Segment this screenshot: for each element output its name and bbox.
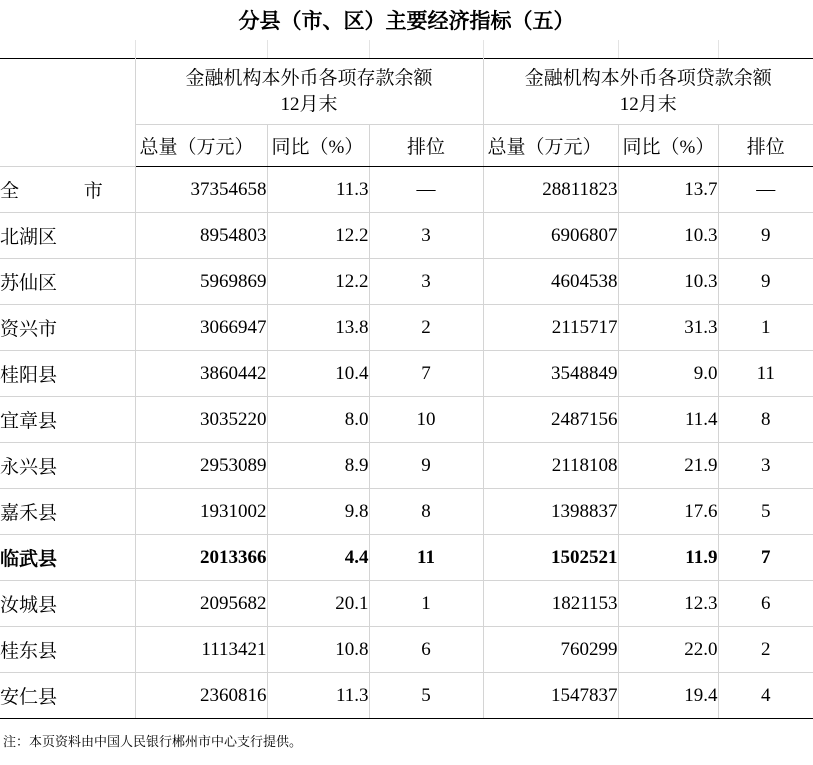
loan-group-label: 金融机构本外币各项贷款余额 xyxy=(524,67,772,89)
deposit-rank-cell: 3 xyxy=(369,259,483,305)
deposit-yoy-cell: 10.8 xyxy=(267,627,369,673)
deposit-total-header: 总量（万元） xyxy=(135,125,267,167)
loan-total-cell: 1398837 xyxy=(483,489,618,535)
deposit-rank-cell: 2 xyxy=(369,305,483,351)
loan-yoy-cell: 12.3 xyxy=(618,581,718,627)
deposit-yoy-cell: 12.2 xyxy=(267,213,369,259)
loan-yoy-cell: 17.6 xyxy=(618,489,718,535)
loan-rank-cell: 6 xyxy=(718,581,813,627)
district-name: 安仁县 xyxy=(0,673,135,719)
deposit-yoy-cell: 9.8 xyxy=(267,489,369,535)
table-row xyxy=(0,535,813,581)
loan-period-label: 12月末 xyxy=(619,93,677,115)
deposit-yoy-cell: 11.3 xyxy=(267,673,369,719)
economic-indicator-table xyxy=(0,58,813,719)
deposit-total-cell: 1931002 xyxy=(135,489,267,535)
table-row xyxy=(0,581,813,627)
deposit-total-cell: 2953089 xyxy=(135,443,267,489)
loan-rank-cell: 2 xyxy=(718,627,813,673)
deposit-rank-cell: 3 xyxy=(369,213,483,259)
deposit-yoy-cell: 13.8 xyxy=(267,305,369,351)
loan-yoy-cell: 11.4 xyxy=(618,397,718,443)
loan-total-cell: 4604538 xyxy=(483,259,618,305)
table-row xyxy=(0,397,813,443)
loan-group-header xyxy=(483,59,813,125)
table-row xyxy=(0,351,813,397)
loan-rank-cell: 4 xyxy=(718,673,813,719)
loan-yoy-cell: 22.0 xyxy=(618,627,718,673)
loan-total-cell: 3548849 xyxy=(483,351,618,397)
loan-rank-cell: 11 xyxy=(718,351,813,397)
loan-rank-header: 排位 xyxy=(718,125,813,167)
deposit-yoy-cell: 8.0 xyxy=(267,397,369,443)
loan-yoy-cell: 21.9 xyxy=(618,443,718,489)
deposit-yoy-cell: 11.3 xyxy=(267,167,369,213)
district-name: 宜章县 xyxy=(0,397,135,443)
table-row xyxy=(0,305,813,351)
deposit-yoy-header: 同比（%） xyxy=(267,125,369,167)
deposit-total-cell: 2360816 xyxy=(135,673,267,719)
district-name: 汝城县 xyxy=(0,581,135,627)
deposit-rank-cell: 1 xyxy=(369,581,483,627)
district-name: 嘉禾县 xyxy=(0,489,135,535)
page-title: 分县（市、区）主要经济指标（五） xyxy=(238,9,575,33)
deposit-rank-cell: 6 xyxy=(369,627,483,673)
deposit-total-cell: 3860442 xyxy=(135,351,267,397)
deposit-total-cell: 3066947 xyxy=(135,305,267,351)
deposit-yoy-cell: 12.2 xyxy=(267,259,369,305)
district-name: 苏仙区 xyxy=(0,259,135,305)
deposit-yoy-cell: 4.4 xyxy=(267,535,369,581)
loan-rank-cell: 5 xyxy=(718,489,813,535)
district-name: 桂东县 xyxy=(0,627,135,673)
deposit-period-label: 12月末 xyxy=(280,93,338,115)
loan-yoy-cell: 10.3 xyxy=(618,259,718,305)
loan-total-header: 总量（万元） xyxy=(483,125,618,167)
deposit-rank-cell: 9 xyxy=(369,443,483,489)
loan-total-cell: 2118108 xyxy=(483,443,618,489)
deposit-yoy-cell: 20.1 xyxy=(267,581,369,627)
deposit-rank-cell: 7 xyxy=(369,351,483,397)
deposit-total-cell: 8954803 xyxy=(135,213,267,259)
spacer-row xyxy=(0,40,813,58)
table-row xyxy=(0,489,813,535)
loan-yoy-cell: 10.3 xyxy=(618,213,718,259)
deposit-rank-cell: 11 xyxy=(369,535,483,581)
table-row xyxy=(0,259,813,305)
deposit-group-header xyxy=(135,59,483,125)
deposit-rank-cell: 5 xyxy=(369,673,483,719)
loan-total-cell: 2487156 xyxy=(483,397,618,443)
loan-total-cell: 1547837 xyxy=(483,673,618,719)
deposit-rank-cell: 8 xyxy=(369,489,483,535)
header-group-row xyxy=(0,59,813,125)
table-row xyxy=(0,167,813,213)
table-row xyxy=(0,627,813,673)
loan-rank-cell: 9 xyxy=(718,259,813,305)
deposit-total-cell: 37354658 xyxy=(135,167,267,213)
loan-yoy-cell: 13.7 xyxy=(618,167,718,213)
source-note: 注：本页资料由中国人民银行郴州市中心支行提供。 xyxy=(3,735,303,750)
loan-total-cell: 2115717 xyxy=(483,305,618,351)
deposit-yoy-cell: 8.9 xyxy=(267,443,369,489)
district-name: 永兴县 xyxy=(0,443,135,489)
deposit-yoy-cell: 10.4 xyxy=(267,351,369,397)
table-row xyxy=(0,213,813,259)
table-row xyxy=(0,443,813,489)
loan-total-cell: 1821153 xyxy=(483,581,618,627)
loan-yoy-cell: 11.9 xyxy=(618,535,718,581)
loan-rank-cell: 3 xyxy=(718,443,813,489)
district-name: 临武县 xyxy=(0,535,135,581)
district-name: 桂阳县 xyxy=(0,351,135,397)
table-row xyxy=(0,673,813,719)
loan-total-cell: 760299 xyxy=(483,627,618,673)
loan-rank-cell: 9 xyxy=(718,213,813,259)
deposit-total-cell: 5969869 xyxy=(135,259,267,305)
district-name: 资兴市 xyxy=(0,305,135,351)
loan-rank-cell: — xyxy=(718,167,813,213)
table-body xyxy=(0,167,813,719)
deposit-total-cell: 2095682 xyxy=(135,581,267,627)
deposit-total-cell: 2013366 xyxy=(135,535,267,581)
district-name: 全 市 xyxy=(0,167,135,213)
deposit-rank-cell: 10 xyxy=(369,397,483,443)
deposit-rank-header: 排位 xyxy=(369,125,483,167)
loan-total-cell: 1502521 xyxy=(483,535,618,581)
deposit-group-label: 金融机构本外币各项存款余额 xyxy=(185,67,433,89)
deposit-total-cell: 1113421 xyxy=(135,627,267,673)
loan-yoy-cell: 9.0 xyxy=(618,351,718,397)
loan-rank-cell: 7 xyxy=(718,535,813,581)
loan-rank-cell: 8 xyxy=(718,397,813,443)
district-name: 北湖区 xyxy=(0,213,135,259)
deposit-total-cell: 3035220 xyxy=(135,397,267,443)
corner-header-cell xyxy=(0,59,135,167)
loan-yoy-cell: 19.4 xyxy=(618,673,718,719)
loan-total-cell: 6906807 xyxy=(483,213,618,259)
loan-rank-cell: 1 xyxy=(718,305,813,351)
loan-yoy-cell: 31.3 xyxy=(618,305,718,351)
loan-yoy-header: 同比（%） xyxy=(618,125,718,167)
deposit-rank-cell: — xyxy=(369,167,483,213)
loan-total-cell: 28811823 xyxy=(483,167,618,213)
